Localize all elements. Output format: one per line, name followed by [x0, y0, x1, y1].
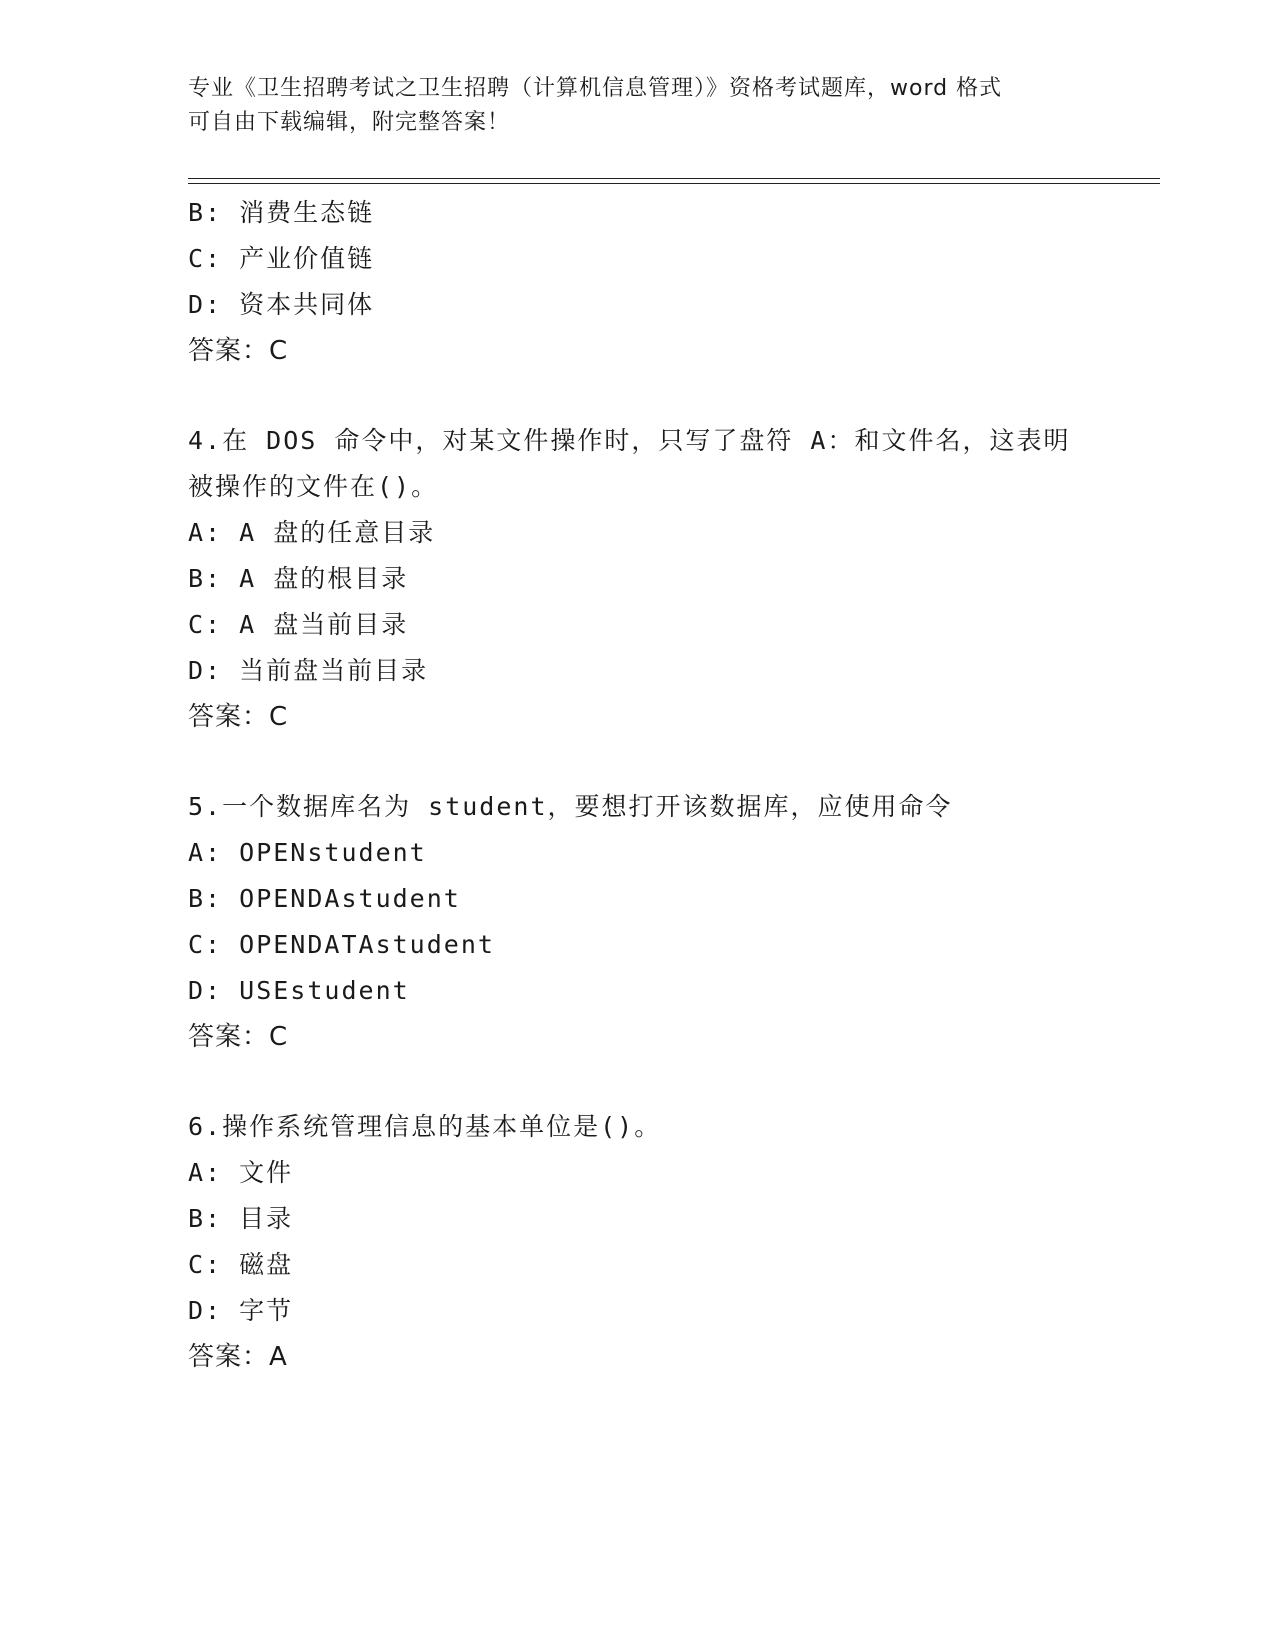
header-line-1: 专业《卫生招聘考试之卫生招聘（计算机信息管理）》资格考试题库，word 格式 — [188, 76, 1003, 101]
option-a: A: 文件 — [188, 1158, 294, 1187]
option-c: C: 磁盘 — [188, 1250, 294, 1279]
answer: 答案：C — [188, 1022, 289, 1052]
question-stem: 5.一个数据库名为 student，要想打开该数据库，应使用命令 — [188, 792, 953, 821]
option-a: A: A 盘的任意目录 — [188, 518, 436, 547]
option-d: D: 字节 — [188, 1296, 294, 1325]
answer: 答案：C — [188, 336, 289, 366]
header-divider-bottom — [188, 183, 1160, 184]
option-b: B: OPENDAstudent — [188, 884, 461, 913]
question-6 — [188, 1104, 1148, 1380]
question-3-continued — [188, 190, 1148, 374]
option-d: D: 资本共同体 — [188, 290, 375, 319]
question-4 — [188, 418, 1148, 740]
option-c: C: A 盘当前目录 — [188, 610, 409, 639]
answer: 答案：A — [188, 1342, 288, 1372]
option-c: C: 产业价值链 — [188, 244, 375, 273]
question-stem-cont: 被操作的文件在()。 — [188, 472, 439, 501]
header-line-2: 可自由下载编辑，附完整答案！ — [188, 110, 511, 135]
option-b: B: 消费生态链 — [188, 198, 375, 227]
question-stem: 4.在 DOS 命令中，对某文件操作时，只写了盘符 A：和文件名，这表明 — [188, 426, 1071, 455]
option-a: A: OPENstudent — [188, 838, 427, 867]
answer: 答案：C — [188, 702, 289, 732]
option-d: D: 当前盘当前目录 — [188, 656, 429, 685]
option-c: C: OPENDATAstudent — [188, 930, 495, 959]
question-stem: 6.操作系统管理信息的基本单位是()。 — [188, 1112, 662, 1141]
option-b: B: 目录 — [188, 1204, 294, 1233]
question-5 — [188, 784, 1148, 1060]
document-header — [188, 72, 1088, 140]
option-b: B: A 盘的根目录 — [188, 564, 409, 593]
header-divider-top — [188, 178, 1160, 179]
option-d: D: USEstudent — [188, 976, 410, 1005]
question-list — [188, 190, 1148, 1380]
